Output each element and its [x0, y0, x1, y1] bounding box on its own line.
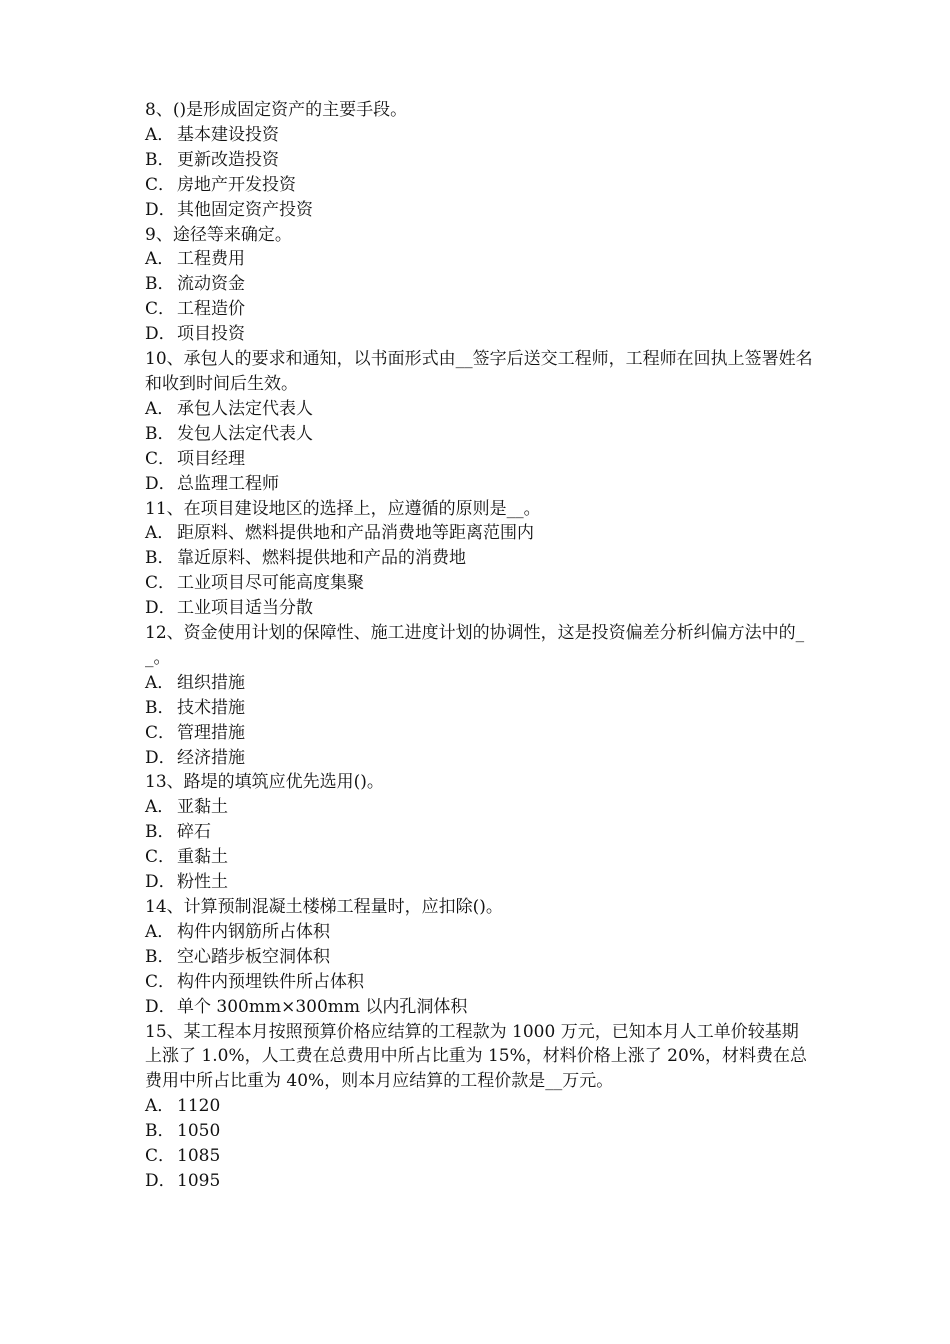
option-b [145, 945, 815, 970]
option-a [145, 1094, 815, 1119]
option-letter: C． [145, 174, 176, 195]
question-block [145, 621, 815, 770]
option-letter: C． [145, 722, 176, 743]
question-block [145, 895, 815, 1020]
option-letter: A． [145, 1096, 175, 1117]
option-letter: C． [145, 1146, 176, 1167]
option-letter: C． [145, 573, 176, 594]
option-letter: B． [145, 149, 175, 170]
option-text: 工程费用 [177, 249, 245, 270]
option-text: 粉性土 [177, 872, 228, 893]
question-stem: 9、途径等来确定。 [145, 224, 292, 245]
option-d [145, 596, 815, 621]
option-text: 1095 [177, 1170, 221, 1191]
option-a [145, 247, 815, 272]
option-letter: D． [145, 996, 176, 1017]
option-a [145, 521, 815, 546]
option-text: 项目经理 [177, 448, 245, 469]
option-text: 工业项目尽可能高度集聚 [177, 573, 364, 594]
option-letter: B． [145, 423, 175, 444]
option-text: 其他固定资产投资 [177, 199, 313, 220]
question-block [145, 1020, 815, 1194]
option-c [145, 970, 815, 995]
option-text: 靠近原料、燃料提供地和产品的消费地 [177, 548, 466, 569]
option-text: 总监理工程师 [177, 473, 279, 494]
option-letter: A． [145, 249, 175, 270]
question-stem: 12、资金使用计划的保障性、施工进度计划的协调性，这是投资偏差分析纠偏方法中的__。 [145, 623, 805, 668]
option-text: 更新改造投资 [177, 149, 279, 170]
option-a [145, 795, 815, 820]
option-letter: C． [145, 847, 176, 868]
option-letter: A． [145, 797, 175, 818]
option-c [145, 845, 815, 870]
option-b [145, 546, 815, 571]
option-letter: D． [145, 747, 176, 768]
question-stem: 13、路堤的填筑应优先选用()。 [145, 772, 384, 793]
option-a [145, 397, 815, 422]
option-c [145, 173, 815, 198]
question-block [145, 98, 815, 223]
option-d [145, 746, 815, 771]
question-stem: 11、在项目建设地区的选择上，应遵循的原则是__。 [145, 498, 541, 519]
option-letter: A． [145, 672, 175, 693]
option-text: 1120 [177, 1096, 221, 1117]
option-b [145, 272, 815, 297]
option-d [145, 870, 815, 895]
question-stem: 10、承包人的要求和通知，以书面形式由__签字后送交工程师，工程师在回执上签署姓名和收到时间后生效。 [145, 349, 813, 394]
option-letter: D． [145, 1170, 176, 1191]
option-text: 单个 300mm×300mm 以内孔洞体积 [177, 996, 468, 1017]
option-letter: A． [145, 523, 175, 544]
question-block [145, 223, 815, 348]
option-text: 流动资金 [177, 274, 245, 295]
option-text: 碎石 [177, 822, 211, 843]
option-letter: B． [145, 822, 175, 843]
option-d [145, 472, 815, 497]
option-text: 组织措施 [177, 672, 245, 693]
option-letter: D． [145, 872, 176, 893]
option-a [145, 920, 815, 945]
option-letter: D． [145, 324, 176, 345]
question-block [145, 497, 815, 622]
option-c [145, 447, 815, 472]
option-text: 亚黏土 [177, 797, 228, 818]
option-text: 承包人法定代表人 [177, 398, 313, 419]
option-text: 工业项目适当分散 [177, 598, 313, 619]
option-text: 技术措施 [177, 697, 245, 718]
option-a [145, 671, 815, 696]
option-letter: A． [145, 398, 175, 419]
option-d [145, 1169, 815, 1194]
option-letter: B． [145, 697, 175, 718]
option-letter: C． [145, 448, 176, 469]
option-d [145, 322, 815, 347]
option-letter: C． [145, 299, 176, 320]
option-c [145, 571, 815, 596]
option-text: 管理措施 [177, 722, 245, 743]
option-text: 构件内钢筋所占体积 [177, 921, 330, 942]
option-c [145, 1144, 815, 1169]
option-letter: A． [145, 124, 175, 145]
option-letter: B． [145, 946, 175, 967]
question-stem: 15、某工程本月按照预算价格应结算的工程款为 1000 万元，已知本月人工单价较基期上涨了 1.0%，人工费在总费用中所占比重为 15%，材料价格上涨了 20%，材料费在总费用中所占比重为 40%，则本月应结算的工程价款是__万元。 [145, 1021, 807, 1092]
option-b [145, 148, 815, 173]
option-text: 经济措施 [177, 747, 245, 768]
option-d [145, 995, 815, 1020]
option-letter: B． [145, 548, 175, 569]
document-page [145, 98, 815, 1194]
option-text: 发包人法定代表人 [177, 423, 313, 444]
option-letter: C． [145, 971, 176, 992]
question-block [145, 770, 815, 895]
option-text: 距原料、燃料提供地和产品消费地等距离范围内 [177, 523, 534, 544]
option-d [145, 198, 815, 223]
option-b [145, 1119, 815, 1144]
option-c [145, 721, 815, 746]
option-text: 房地产开发投资 [177, 174, 296, 195]
question-block [145, 347, 815, 496]
option-c [145, 297, 815, 322]
option-letter: B． [145, 1121, 175, 1142]
option-letter: D． [145, 473, 176, 494]
option-text: 重黏土 [177, 847, 228, 868]
option-text: 基本建设投资 [177, 124, 279, 145]
question-stem: 14、计算预制混凝土楼梯工程量时，应扣除()。 [145, 897, 503, 917]
option-text: 空心踏步板空洞体积 [177, 946, 330, 967]
option-text: 1085 [177, 1146, 221, 1167]
option-a [145, 123, 815, 148]
option-b [145, 422, 815, 447]
option-text: 工程造价 [177, 299, 245, 320]
option-b [145, 696, 815, 721]
option-letter: B． [145, 274, 175, 295]
option-text: 项目投资 [177, 324, 245, 345]
option-letter: A． [145, 921, 175, 942]
option-text: 1050 [177, 1121, 221, 1142]
option-letter: D． [145, 598, 176, 619]
option-text: 构件内预埋铁件所占体积 [177, 971, 364, 992]
option-b [145, 820, 815, 845]
option-letter: D． [145, 199, 176, 220]
question-stem: 8、()是形成固定资产的主要手段。 [145, 100, 408, 120]
